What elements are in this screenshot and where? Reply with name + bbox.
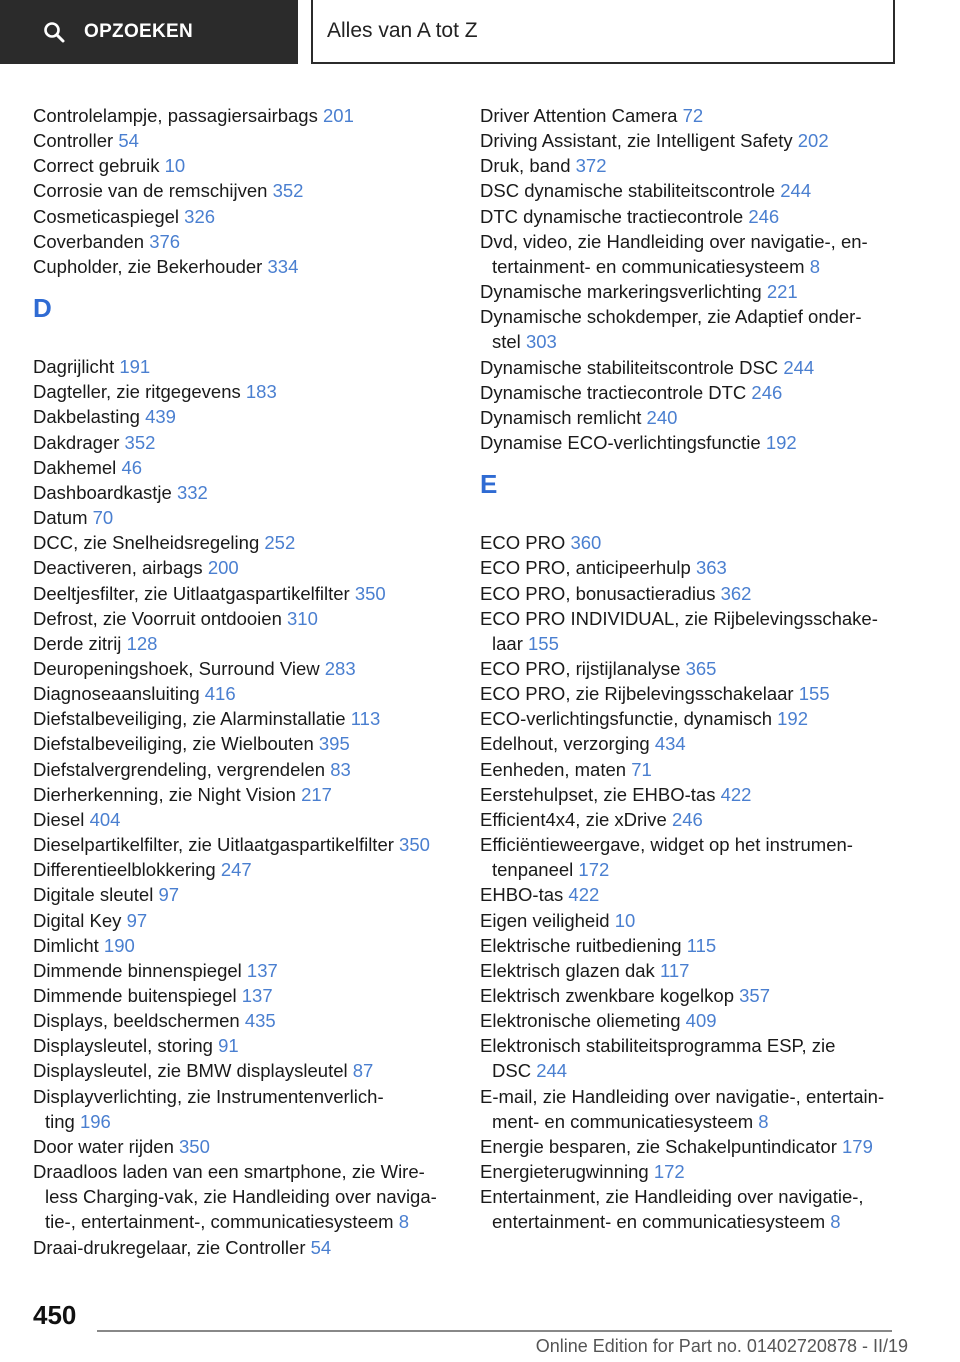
index-entry: [33, 1084, 453, 1134]
index-entry: [480, 405, 910, 430]
index-entry: [33, 908, 453, 933]
index-entry: [33, 681, 453, 706]
page-link[interactable]: 422: [720, 783, 752, 805]
index-entry: [33, 1235, 453, 1260]
index-term: ECO PRO: [480, 532, 566, 554]
page-link[interactable]: 200: [207, 557, 239, 579]
page-link[interactable]: 137: [241, 985, 273, 1006]
index-entry: [33, 933, 453, 958]
index-entry: [33, 581, 453, 606]
index-entry: [33, 404, 453, 429]
search-tab-label: OPZOEKEN: [84, 21, 194, 42]
index-entry: [480, 430, 910, 455]
page-link[interactable]: 128: [126, 632, 158, 654]
page-link[interactable]: 8: [830, 1211, 841, 1233]
page-link[interactable]: 363: [695, 557, 727, 579]
index-term: Elektrische ruitbediening: [480, 934, 682, 956]
index-entry: [33, 530, 453, 555]
page-link[interactable]: 196: [79, 1110, 111, 1132]
index-entry: [33, 455, 453, 480]
page-link[interactable]: 117: [659, 959, 690, 981]
page-link[interactable]: 246: [751, 381, 783, 403]
index-term: Correct gebruik: [33, 155, 160, 177]
page-link[interactable]: 435: [244, 1010, 276, 1032]
index-term: Dynamische stabiliteitscontrole DSC: [480, 356, 779, 378]
page-link[interactable]: 172: [653, 1161, 685, 1183]
index-term: Draai-drukregelaar, zie Controller: [33, 1236, 306, 1258]
page-link[interactable]: 217: [301, 783, 332, 805]
search-icon: [42, 20, 66, 44]
index-entry: [33, 555, 453, 580]
index-entry: [33, 153, 453, 178]
index-term: Eerstehulpset, zie EHBO-tas: [480, 783, 716, 805]
index-term: Eenheden, maten: [480, 758, 627, 780]
index-term: Deeltjesfilter, zie Uitlaatgaspartikelfilter: [33, 582, 350, 604]
index-term: EHBO-tas: [480, 884, 564, 906]
page-link[interactable]: 190: [103, 934, 135, 956]
page-link[interactable]: 244: [780, 180, 812, 202]
index-term: Elektronische oliemeting: [480, 1010, 681, 1032]
index-term: Cosmeticaspiegel: [33, 205, 180, 227]
page-link[interactable]: 376: [149, 230, 181, 252]
index-term: Datum: [33, 507, 88, 529]
page-link[interactable]: 409: [685, 1010, 717, 1032]
index-entry: [33, 832, 453, 857]
page-link[interactable]: 352: [272, 180, 304, 202]
index-entry: [480, 908, 910, 933]
index-entry: [33, 656, 453, 681]
index-entry: [33, 178, 453, 203]
index-term: Efficient4x4, zie xDrive: [480, 808, 667, 830]
index-term: Dakbelasting: [33, 406, 140, 428]
page-link[interactable]: 303: [525, 331, 557, 353]
index-term: Dashboardkastje: [33, 481, 172, 503]
page-link[interactable]: 137: [246, 959, 278, 981]
index-entry: [480, 832, 910, 882]
index-term: Door water rijden: [33, 1135, 174, 1157]
index-term: DTC dynamische tractiecontrole: [480, 205, 744, 227]
index-entry: [33, 706, 453, 731]
index-term: Efficiëntieweergave, widget op het instrumen-: [480, 834, 853, 856]
page-link[interactable]: 97: [126, 909, 148, 931]
page-link[interactable]: 97: [158, 884, 180, 906]
index-entry: [480, 1084, 910, 1134]
index-term: Coverbanden: [33, 230, 145, 252]
page-link[interactable]: 10: [164, 155, 186, 177]
page-link[interactable]: 72: [682, 105, 704, 126]
index-entry: [480, 807, 910, 832]
index-entry: [33, 204, 453, 229]
index-entry: [480, 178, 910, 203]
index-term: Dynamische schokdemper, zie Adaptief onder-: [480, 306, 862, 328]
index-entry: [33, 505, 453, 530]
index-entry: [33, 807, 453, 832]
page-link[interactable]: 360: [570, 532, 602, 554]
page-link[interactable]: 183: [245, 381, 277, 403]
page-link[interactable]: 46: [121, 456, 143, 478]
index-entry: [33, 128, 453, 153]
index-term-continuation: less Charging-vak, zie Handleiding over naviga-: [45, 1186, 437, 1208]
index-term-continuation: tertainment- en communicatiesysteem: [492, 255, 805, 277]
index-entry: [480, 279, 910, 304]
index-term: Elektronisch stabiliteitsprogramma ESP, zie: [480, 1035, 836, 1057]
index-term: Dvd, video, zie Handleiding over navigatie-, en-: [480, 230, 868, 252]
index-term: Cupholder, zie Bekerhouder: [33, 255, 263, 277]
page-link[interactable]: 179: [842, 1135, 873, 1157]
page-link[interactable]: 87: [352, 1060, 374, 1082]
page-link[interactable]: 244: [536, 1060, 568, 1082]
index-entry: [480, 1008, 910, 1033]
index-term-continuation: stel: [492, 331, 521, 353]
index-term: ECO PRO, rijstijlanalyse: [480, 657, 681, 679]
section-letter: E: [480, 469, 498, 500]
index-term: Dimmende binnenspiegel: [33, 959, 242, 981]
index-term: Dynamise ECO-verlichtingsfunctie: [480, 432, 761, 454]
page-link[interactable]: 422: [568, 884, 600, 906]
index-term-continuation: tie-, entertainment-, communicatiesysteem: [45, 1211, 394, 1233]
section-title-tab[interactable]: [311, 0, 895, 64]
page-link[interactable]: 172: [578, 859, 610, 881]
index-entry: [480, 204, 910, 229]
index-term: Energieterugwinning: [480, 1161, 649, 1183]
section-title: Alles van A tot Z: [327, 19, 478, 42]
page-link[interactable]: 310: [287, 607, 318, 629]
index-column-right: [480, 103, 910, 1235]
index-entry: [480, 128, 910, 153]
page-link[interactable]: 416: [204, 683, 236, 705]
index-term: Deuropeningshoek, Surround View: [33, 657, 320, 679]
index-term-continuation: DSC: [492, 1060, 532, 1082]
index-term: ECO PRO INDIVIDUAL, zie Rijbelevingsschake-: [480, 607, 878, 629]
page-link[interactable]: 350: [354, 582, 386, 604]
index-term: Draadloos laden van een smartphone, zie Wire-: [33, 1161, 425, 1183]
index-entry: [480, 757, 910, 782]
index-term-continuation: ment- en communicatiesysteem: [492, 1110, 754, 1132]
index-entry: [480, 706, 910, 731]
index-entry: [480, 1184, 910, 1234]
page-link[interactable]: 247: [220, 859, 252, 881]
index-entry: [480, 1033, 910, 1083]
page-link[interactable]: 362: [720, 582, 752, 604]
index-entry: [480, 983, 910, 1008]
page-link[interactable]: 202: [797, 130, 829, 152]
index-entry: [33, 379, 453, 404]
index-term: Corrosie van de remschijven: [33, 180, 268, 202]
index-term: Energie besparen, zie Schakelpuntindicator: [480, 1135, 837, 1157]
page-link[interactable]: 395: [318, 733, 350, 755]
page-link[interactable]: 372: [575, 155, 607, 177]
index-term: Dimmende buitenspiegel: [33, 985, 237, 1006]
index-term: Dynamische markeringsverlichting: [480, 281, 762, 303]
page-link[interactable]: 191: [119, 356, 151, 378]
index-term-continuation: ting: [45, 1110, 75, 1132]
index-entry: [33, 1134, 453, 1159]
index-term: Diefstalbeveiliging, zie Alarminstallatie: [33, 708, 346, 730]
index-entry: [33, 983, 453, 1008]
index-term: ECO PRO, zie Rijbelevingsschakelaar: [480, 683, 794, 705]
index-entry: [33, 882, 453, 907]
index-entry: [480, 380, 910, 405]
index-term: Elektrisch zwenkbare kogelkop: [480, 985, 734, 1006]
page-link[interactable]: 283: [324, 657, 356, 679]
index-term: Druk, band: [480, 155, 571, 177]
page-link[interactable]: 54: [310, 1236, 332, 1258]
top-navigation: [0, 0, 960, 66]
index-term: Controller: [33, 130, 114, 152]
page-link[interactable]: 8: [809, 255, 821, 277]
index-entry: [33, 354, 453, 379]
index-entry: [33, 1058, 453, 1083]
index-entry: [480, 1134, 910, 1159]
page-link[interactable]: 83: [330, 758, 351, 780]
page-link[interactable]: 54: [118, 130, 139, 152]
page-link[interactable]: 192: [765, 432, 797, 454]
index-term: ECO PRO, bonusactieradius: [480, 582, 716, 604]
index-term: Displayverlichting, zie Instrumentenverlich-: [33, 1085, 384, 1107]
index-term: Dakdrager: [33, 431, 120, 453]
page-link[interactable]: 113: [350, 708, 381, 730]
index-entry: [480, 581, 910, 606]
index-term: Dagrijlicht: [33, 356, 115, 378]
page-link[interactable]: 246: [671, 808, 703, 830]
index-term: Dimlicht: [33, 934, 99, 956]
index-term: Controlelampje, passagiersairbags: [33, 105, 318, 126]
index-term: Dagteller, zie ritgegevens: [33, 381, 241, 403]
index-term: Deactiveren, airbags: [33, 557, 203, 579]
page-link[interactable]: 192: [777, 708, 809, 730]
page-link[interactable]: 434: [654, 733, 686, 755]
index-term: Diesel: [33, 808, 85, 830]
page-link[interactable]: 244: [783, 356, 815, 378]
index-column-left: [33, 103, 453, 1260]
index-term: Displays, beeldschermen: [33, 1010, 240, 1032]
index-entry: [33, 430, 453, 455]
index-entry: [480, 355, 910, 380]
index-entry: [480, 782, 910, 807]
index-term: Displaysleutel, storing: [33, 1035, 213, 1057]
index-term: Elektrisch glazen dak: [480, 959, 655, 981]
page-link[interactable]: 246: [748, 205, 780, 227]
page-link[interactable]: 155: [528, 632, 559, 654]
page-link[interactable]: 240: [646, 406, 678, 428]
page-link[interactable]: 8: [398, 1211, 409, 1233]
index-term-continuation: entertainment- en communicatiesysteem: [492, 1211, 826, 1233]
page-link[interactable]: 91: [218, 1035, 239, 1057]
index-term: DCC, zie Snelheidsregeling: [33, 532, 260, 554]
index-term: Dynamisch remlicht: [480, 406, 642, 428]
index-entry: [33, 1033, 453, 1058]
index-entry: [480, 229, 910, 279]
index-entry: [33, 480, 453, 505]
index-entry: [480, 731, 910, 756]
index-term: Dakhemel: [33, 456, 117, 478]
page-link[interactable]: 350: [179, 1135, 210, 1157]
page-link[interactable]: 439: [145, 406, 176, 428]
index-term: Differentieelblokkering: [33, 859, 216, 881]
index-term: Dynamische tractiecontrole DTC: [480, 381, 747, 403]
page-link[interactable]: 71: [631, 758, 652, 780]
page-link[interactable]: 365: [685, 657, 717, 679]
page-link[interactable]: 352: [124, 431, 156, 453]
index-term-continuation: tenpaneel: [492, 859, 574, 881]
index-entry: [33, 631, 453, 656]
page-link[interactable]: 357: [739, 985, 771, 1006]
index-entry: [33, 731, 453, 756]
index-term: Diagnoseaansluiting: [33, 683, 200, 705]
page-link[interactable]: 326: [184, 205, 216, 227]
index-term: Driving Assistant, zie Intelligent Safety: [480, 130, 793, 152]
index-entry: [33, 229, 453, 254]
index-term: Digital Key: [33, 909, 122, 931]
index-term: Driver Attention Camera: [480, 105, 678, 126]
index-entry: [33, 958, 453, 983]
index-entry: [33, 254, 453, 279]
index-entry: [33, 757, 453, 782]
index-entry: [480, 530, 910, 555]
index-term: Defrost, zie Voorruit ontdooien: [33, 607, 282, 629]
index-entry: [480, 1159, 910, 1184]
index-term: Dieselpartikelfilter, zie Uitlaatgaspartikelfilter: [33, 834, 394, 856]
index-entry: [480, 958, 910, 983]
index-term: E-mail, zie Handleiding over navigatie-, entertain-: [480, 1085, 885, 1107]
search-tab[interactable]: [0, 0, 298, 64]
page-link[interactable]: 70: [92, 507, 114, 529]
index-term: Dierherkenning, zie Night Vision: [33, 783, 296, 805]
index-entry: [33, 857, 453, 882]
index-term: Entertainment, zie Handleiding over navigatie-,: [480, 1186, 864, 1208]
index-term: Digitale sleutel: [33, 884, 154, 906]
index-entry: [33, 1159, 453, 1234]
page-link[interactable]: 10: [614, 909, 636, 931]
page-link[interactable]: 115: [686, 934, 717, 956]
index-entry: [480, 606, 910, 656]
index-term: Derde zitrij: [33, 632, 122, 654]
edition-note: Online Edition for Part no. 01402720878 - II/19: [535, 1336, 908, 1356]
section-letter: D: [33, 293, 52, 324]
page-link[interactable]: 334: [267, 255, 299, 277]
page-link[interactable]: 221: [766, 281, 798, 303]
index-term: Displaysleutel, zie BMW displaysleutel: [33, 1060, 348, 1082]
page-link[interactable]: 350: [399, 834, 430, 856]
index-entry: [33, 782, 453, 807]
index-entry: [480, 656, 910, 681]
index-term: DSC dynamische stabiliteitscontrole: [480, 180, 776, 202]
index-term: ECO-verlichtingsfunctie, dynamisch: [480, 708, 772, 730]
index-term: Diefstalvergrendeling, vergrendelen: [33, 758, 326, 780]
index-entry: [480, 882, 910, 907]
page-link[interactable]: 8: [758, 1110, 769, 1132]
index-term: Edelhout, verzorging: [480, 733, 650, 755]
index-entry: [480, 304, 910, 354]
index-entry: [480, 103, 910, 128]
index-entry: [33, 1008, 453, 1033]
index-term-continuation: laar: [492, 632, 523, 654]
page-number: 450: [33, 1300, 77, 1330]
index-entry: [33, 606, 453, 631]
index-term: Eigen veiligheid: [480, 909, 610, 931]
index-term: ECO PRO, anticipeerhulp: [480, 557, 691, 579]
index-term: Diefstalbeveiliging, zie Wielbouten: [33, 733, 314, 755]
index-entry: [33, 103, 453, 128]
index-entry: [480, 555, 910, 580]
index-entry: [480, 681, 910, 706]
page-link[interactable]: 404: [89, 808, 121, 830]
footer-divider: [97, 1330, 892, 1332]
index-entry: [480, 933, 910, 958]
page-link[interactable]: 155: [798, 683, 830, 705]
index-entry: [480, 153, 910, 178]
page-link[interactable]: 252: [264, 532, 296, 554]
page-link[interactable]: 201: [323, 105, 354, 126]
page-link[interactable]: 332: [176, 481, 208, 503]
